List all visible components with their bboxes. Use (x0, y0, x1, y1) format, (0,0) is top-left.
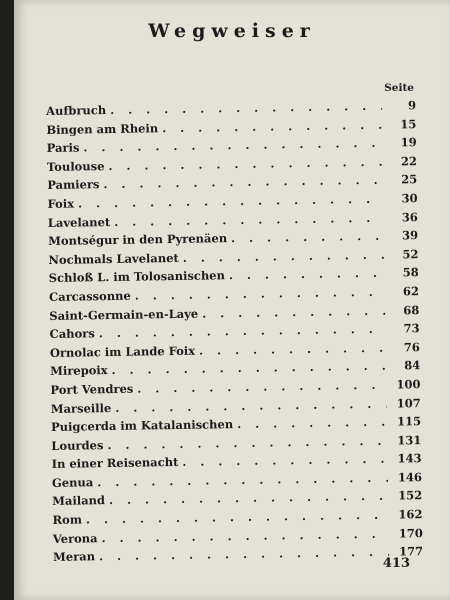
toc-entry-page: 152 (398, 488, 423, 503)
dot-leader (108, 154, 383, 172)
folio-page-number: 413 (382, 556, 410, 571)
dot-leader (103, 173, 383, 191)
toc-entry-title: Genua (51, 475, 94, 490)
toc-entry-title: Mirepoix (50, 363, 108, 379)
dot-leader (110, 99, 382, 117)
dot-leader (115, 396, 387, 414)
toc-entry-title: Lourdes (51, 437, 104, 453)
dot-leader (114, 210, 384, 228)
dot-leader (199, 340, 386, 357)
toc-entry-page: 84 (404, 358, 421, 373)
toc-entry-title: Rom (52, 512, 83, 528)
dot-leader (237, 415, 387, 431)
toc-entry-title: Marseille (50, 400, 112, 416)
page-column-header: Seite (384, 82, 414, 94)
toc-entry-page: 15 (400, 116, 417, 132)
page-title: Wegweiser (148, 20, 316, 42)
toc-entry-title: Aufbruch (46, 103, 107, 118)
book-page (14, 0, 450, 600)
toc-entry-title: Lavelanet (47, 214, 111, 230)
dot-leader (202, 303, 385, 320)
toc-entry-page: 25 (401, 172, 418, 187)
toc-entry-page: 146 (397, 470, 423, 485)
table-of-contents (46, 98, 423, 569)
toc-entry-page: 115 (396, 414, 422, 429)
dot-leader (107, 433, 387, 451)
toc-entry-title: Schloß L. im Tolosanischen (48, 268, 226, 286)
dot-leader (112, 359, 387, 377)
toc-entry-page: 22 (400, 153, 418, 169)
dot-leader (137, 378, 386, 396)
dot-leader (182, 452, 387, 469)
toc-entry-title: Carcassonne (48, 288, 131, 304)
toc-entry-title: Pamiers (47, 177, 100, 193)
toc-entry-title: Saint-Germain-en-Laye (49, 306, 199, 323)
toc-entry-title: Meran (53, 549, 96, 565)
toc-entry-page: 100 (396, 377, 421, 392)
toc-entry-page: 58 (402, 265, 419, 280)
toc-entry-title: In einer Reisenacht (51, 455, 179, 472)
toc-entry-page: 62 (402, 284, 420, 299)
toc-entry-page: 19 (400, 135, 417, 150)
dot-leader (162, 117, 382, 134)
toc-entry-page: 30 (401, 191, 418, 206)
toc-entry-page: 68 (403, 302, 420, 317)
toc-entry-title: Bingen am Rhein (46, 120, 159, 137)
dot-leader (229, 266, 385, 282)
toc-entry-page: 177 (398, 544, 424, 559)
toc-entry-page: 170 (398, 525, 423, 541)
toc-entry-title: Ornolac im Lande Foix (49, 343, 196, 360)
toc-entry-page: 162 (398, 507, 423, 522)
toc-entry-page: 107 (396, 395, 421, 411)
toc-entry-title: Paris (46, 140, 80, 156)
toc-entry-title: Nochmals Lavelanet (48, 250, 179, 267)
toc-entry-page: 73 (403, 321, 420, 336)
toc-entry-title: Cahors (49, 326, 95, 342)
toc-entry-page: 76 (403, 339, 420, 355)
toc-entry-page: 36 (401, 209, 418, 224)
toc-entry-title: Mailand (52, 493, 106, 509)
toc-entry-page: 143 (397, 451, 422, 466)
toc-entry-title: Foix (47, 196, 75, 211)
toc-entry-title: Toulouse (46, 158, 105, 174)
dot-leader (135, 285, 385, 303)
toc-entry-title: Verona (52, 530, 98, 546)
toc-entry-page: 52 (402, 246, 419, 262)
toc-entry-title: Puigcerda im Katalanischen (50, 417, 234, 435)
toc-entry-title: Montségur in den Pyrenäen (48, 231, 228, 249)
toc-entry-page: 39 (401, 228, 419, 243)
toc-entry-title: Port Vendres (50, 381, 134, 397)
dot-leader (109, 489, 388, 507)
toc-entry-page: 9 (407, 98, 417, 113)
dot-leader (231, 229, 384, 245)
dot-leader (183, 247, 385, 264)
toc-entry-page: 131 (397, 432, 422, 448)
